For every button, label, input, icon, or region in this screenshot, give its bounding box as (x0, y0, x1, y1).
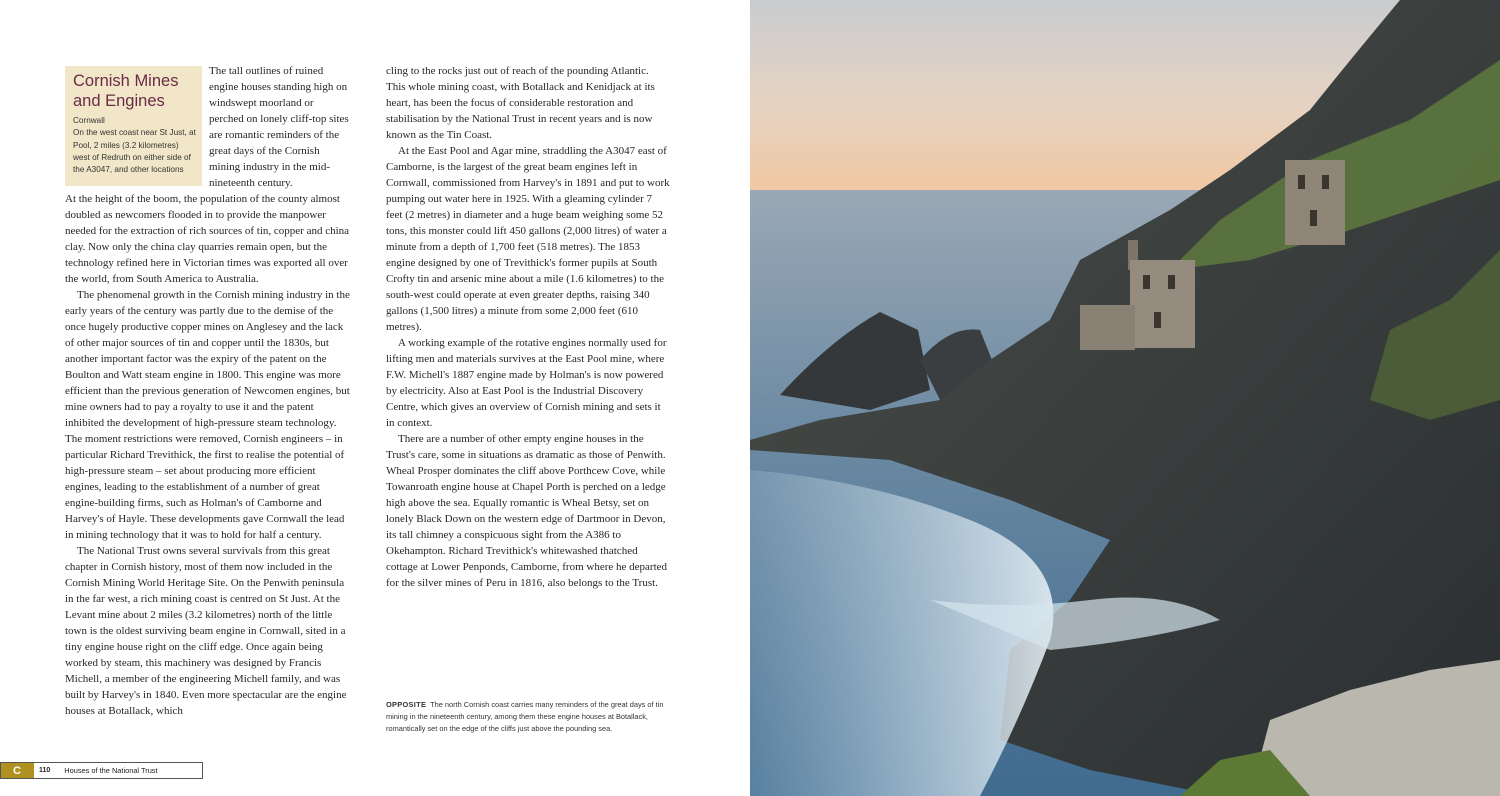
paragraph: The phenomenal growth in the Cornish mining industry in the early years of the century was partly due to the demise of the once hugely productive copper mines on Anglesey and the lack of other major sources of tin and copper until the 1830s, but another important factor was the expiry of the patent on the Boulton and Watt steam engine in 1800. This engine was more efficient than the previous generation of Newcomen engines, but mine owners had to pay a royalty to use it and the patent inhibited the development of high-pressure steam technology. The moment restrictions were removed, Cornish engineers – in particular Richard Trevithick, the first to realise the potential of high-pressure steam – set about producing more efficient engines, leading to the establishment of a number of great engine-building firms, such as Holman's of Camborne and Harvey's of Hayle. These developments gave Cornwall the lead in mining technology that it was to hold for half a century. (65, 289, 350, 541)
entry-title-line2: and Engines (73, 92, 165, 110)
paragraph: The tall outlines of ruined engine houses standing high on windswept moorland or perched on lonely cliff-top sites are romantic reminders of the great days of the Cornish mining industry in the mid-nineteenth century. (209, 65, 349, 189)
entry-region: Cornwall (73, 116, 105, 125)
paragraph: cling to the rocks just out of reach of the pounding Atlantic. This whole mining coast, with Botallack and Kenidjack at its heart, has been the focus of considerable restoration and stabilisation by the National Trust in recent years and is now known as the Tin Coast. (386, 65, 655, 141)
entry-title (73, 71, 196, 111)
paragraph-continued: At the height of the boom, the population of the county almost doubled as newcomers flooded in to provide the manpower needed for the extraction of rich sources of tin, copper and china clay. Now only the china clay quarries remain open, but the technology refined here in Victorian times was exported all over the world, from South America to Australia. (65, 193, 350, 285)
section-letter-tab: C (1, 763, 34, 778)
entry-directions: On the west coast near St Just, at Pool, 2 miles (3.2 kilometres) west of Redruth on either side of the A3047, and other locations (73, 128, 196, 175)
caption-text: The north Cornish coast carries many reminders of the great days of tin mining in the nineteenth century, among them these engine houses at Botallack, romantically set on the edge of the cliffs just above the pounding sea. (386, 700, 664, 733)
book-title: Houses of the National Trust (64, 766, 158, 775)
entry-title-line1: Cornish Mines (73, 72, 179, 90)
body-text-column2 (386, 63, 670, 591)
page-footer (0, 762, 203, 779)
photo-caption (386, 699, 678, 735)
body-text-column1 (65, 191, 350, 719)
entry-info-box (65, 66, 202, 186)
paragraph: A working example of the rotative engines normally used for lifting men and materials survives at the East Pool mine, where F.W. Michell's 1887 engine made by Holman's is now powered by electricity. Also at East Pool is the Industrial Discovery Centre, which gives an overview of Cornish mining and sets it in context. (386, 337, 667, 429)
engine-house-upper (1285, 160, 1345, 245)
coastal-photograph (750, 0, 1500, 796)
paragraph: There are a number of other empty engine houses in the Trust's care, some in situations as dramatic as those of Penwith. Wheal Prosper dominates the cliff above Porthcew Cove, while Towanroath engine house at Chapel Porth is perched on a ledge high above the sea. Equally romantic is Wheal Betsy, set on lonely Black Down on the western edge of Dartmoor in Devon, its tall chimney a conspicuous sight from the A386 to Okehampton. Richard Trevithick's whitewashed thatched cottage at Lower Penponds, Camborne, from where he departed for the silver mines of Peru in 1816, also belongs to the Trust. (386, 433, 668, 589)
photo-illustration (750, 0, 1500, 796)
paragraph: The National Trust owns several survivals from this great chapter in Cornish history, most of them now included in the Cornish Mining World Heritage Site. On the Penwith peninsula in the far west, a rich mining coast is centred on St Just. At the Levant mine about 2 miles (3.2 kilometres) north of the little town is the oldest surviving beam engine in Cornwall, sited in a tiny engine house right on the cliff edge. Once again being worked by steam, this machinery was designed by Francis Michell, a member of the engineering Michell family, and was built by Harvey's in 1840. Even more spectacular are the engine houses at Botallack, which (65, 545, 347, 717)
paragraph: At the East Pool and Agar mine, straddling the A3047 east of Camborne, is the largest of the great beam engines left in Cornwall, commissioned from Harvey's in 1891 and put to work pumping out water here in 1925. With a gleaming cylinder 7 feet (2 metres) in diameter and a huge beam weighing some 52 tons, this monster could lift 450 gallons (2,000 litres) of water a minute from a depth of 1,700 feet (518 metres). The 1853 engine designed by one of Trevithick's former pupils at South Crofty tin and arsenic mine about a mile (1.6 kilometres) to the south-west could operate at even greater depths, raising 340 gallons (1,500 litres) a minute from some 2,000 feet (610 metres). (386, 145, 670, 333)
body-text-column1-top (209, 63, 349, 191)
page-number: 110 (39, 767, 51, 774)
caption-label: OPPOSITE (386, 700, 427, 709)
